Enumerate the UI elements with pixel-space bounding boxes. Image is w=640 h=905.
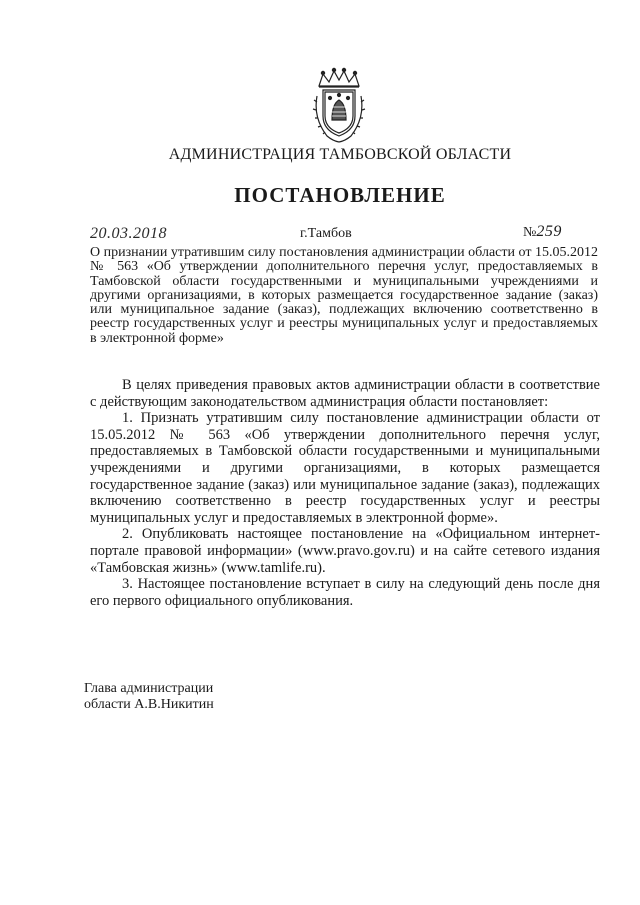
clause-2-paragraph: 2. Опубликовать настоящее постановление на «Официальном интернет-портале правовой информации» (www.pravo.gov.ru) и на сайте сетевого издания «Тамбовская жизнь» (www.tamlife.ru). (90, 526, 600, 576)
signature-title: Глава администрации (84, 681, 214, 696)
document-date: 20.03.2018 (90, 225, 167, 242)
coat-of-arms-emblem (303, 66, 375, 144)
document-subject: О признании утратившим силу постановления администрации области от 15.05.2012 № 563 «Об утверждении дополнительного перечня услуг, предоставляемых в Тамбовской области государственными и муниципальными учреждениями и другими организациями, в которых размещается государственное задание (заказ) или муниципальное задание (заказ), подлежащих включению соответственно в реестр государственных услуг и реестры муниципальных услуг и предоставляемых в электронной форме» (90, 245, 598, 346)
signature-block (84, 681, 214, 713)
document-city: г.Тамбов (300, 226, 352, 241)
clause-3-paragraph: 3. Настоящее постановление вступает в силу на следующий день после дня его первого официального опубликования. (90, 576, 600, 609)
number-value: 259 (536, 223, 562, 240)
number-sign: № (523, 225, 537, 240)
signature-name: области А.В.Никитин (84, 697, 214, 712)
preamble-paragraph: В целях приведения правовых актов администрации области в соответствие с действующим законодательством администрация области постановляет: (90, 377, 600, 410)
document-type-title: ПОСТАНОВЛЕНИЕ (234, 183, 446, 207)
organization-name: АДМИНИСТРАЦИЯ ТАМБОВСКОЙ ОБЛАСТИ (168, 146, 512, 163)
document-number (523, 223, 562, 241)
clause-1-paragraph: 1. Признать утратившим силу постановление администрации области от 15.05.2012 № 563 «Об утверждении дополнительного перечня услуг, предоставляемых в Тамбовской области государственными и муниципальными учреждениями и другими организациями, в которых размещается государственное задание (заказ) или муниципальное задание (заказ), подлежащих включению соответственно в реестр государственных услуг и реестры муниципальных услуг и предоставляемых в электронной форме». (90, 410, 600, 526)
document-body (90, 377, 600, 609)
